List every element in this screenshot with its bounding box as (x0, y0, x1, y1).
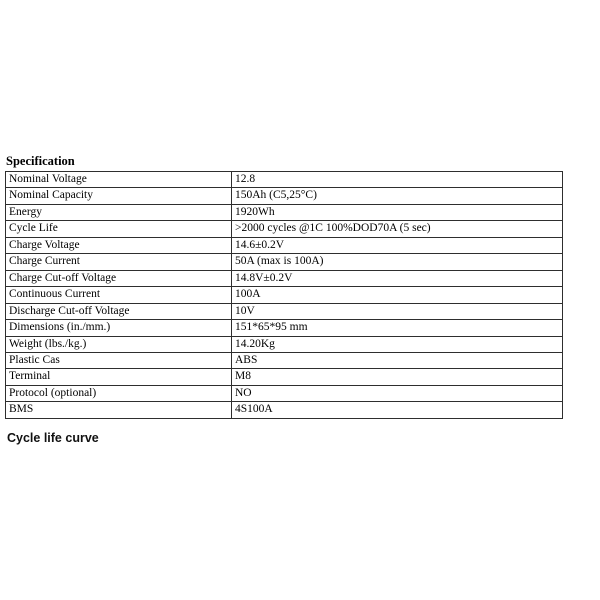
table-row (6, 385, 563, 401)
table-row (6, 336, 563, 352)
spec-value-cell: NO (232, 385, 563, 401)
spec-label-cell: Discharge Cut-off Voltage (6, 303, 232, 319)
table-row (6, 270, 563, 286)
cycle-life-curve-heading: Cycle life curve (7, 431, 99, 445)
spec-label-cell: Charge Voltage (6, 237, 232, 253)
spec-label-cell: Nominal Capacity (6, 188, 232, 204)
specification-table (5, 171, 563, 419)
table-row (6, 352, 563, 368)
table-row (6, 402, 563, 419)
spec-label-cell: Charge Current (6, 254, 232, 270)
specification-heading: Specification (6, 154, 75, 168)
spec-value-cell: 12.8 (232, 172, 563, 188)
table-row (6, 237, 563, 253)
spec-label-cell: BMS (6, 402, 232, 419)
spec-label-cell: Charge Cut-off Voltage (6, 270, 232, 286)
spec-value-cell: >2000 cycles @1C 100%DOD70A (5 sec) (232, 221, 563, 237)
table-row (6, 172, 563, 188)
spec-label-cell: Plastic Cas (6, 352, 232, 368)
spec-label-cell: Weight (lbs./kg.) (6, 336, 232, 352)
spec-label-cell: Protocol (optional) (6, 385, 232, 401)
spec-label-cell: Continuous Current (6, 287, 232, 303)
spec-label-cell: Cycle Life (6, 221, 232, 237)
spec-label-cell: Terminal (6, 369, 232, 385)
spec-label-cell: Energy (6, 204, 232, 220)
spec-value-cell: 1920Wh (232, 204, 563, 220)
spec-value-cell: 100A (232, 287, 563, 303)
table-row (6, 369, 563, 385)
spec-value-cell: M8 (232, 369, 563, 385)
table-row (6, 303, 563, 319)
table-row (6, 204, 563, 220)
table-row (6, 221, 563, 237)
spec-value-cell: 150Ah (C5,25°C) (232, 188, 563, 204)
spec-label-cell: Nominal Voltage (6, 172, 232, 188)
table-row (6, 287, 563, 303)
spec-value-cell: 14.20Kg (232, 336, 563, 352)
spec-label-cell: Dimensions (in./mm.) (6, 320, 232, 336)
spec-value-cell: 50A (max is 100A) (232, 254, 563, 270)
spec-value-cell: 10V (232, 303, 563, 319)
spec-value-cell: 14.6±0.2V (232, 237, 563, 253)
spec-value-cell: 151*65*95 mm (232, 320, 563, 336)
specification-table-body (6, 172, 563, 419)
spec-value-cell: ABS (232, 352, 563, 368)
spec-value-cell: 4S100A (232, 402, 563, 419)
table-row (6, 320, 563, 336)
table-row (6, 188, 563, 204)
spec-value-cell: 14.8V±0.2V (232, 270, 563, 286)
table-row (6, 254, 563, 270)
